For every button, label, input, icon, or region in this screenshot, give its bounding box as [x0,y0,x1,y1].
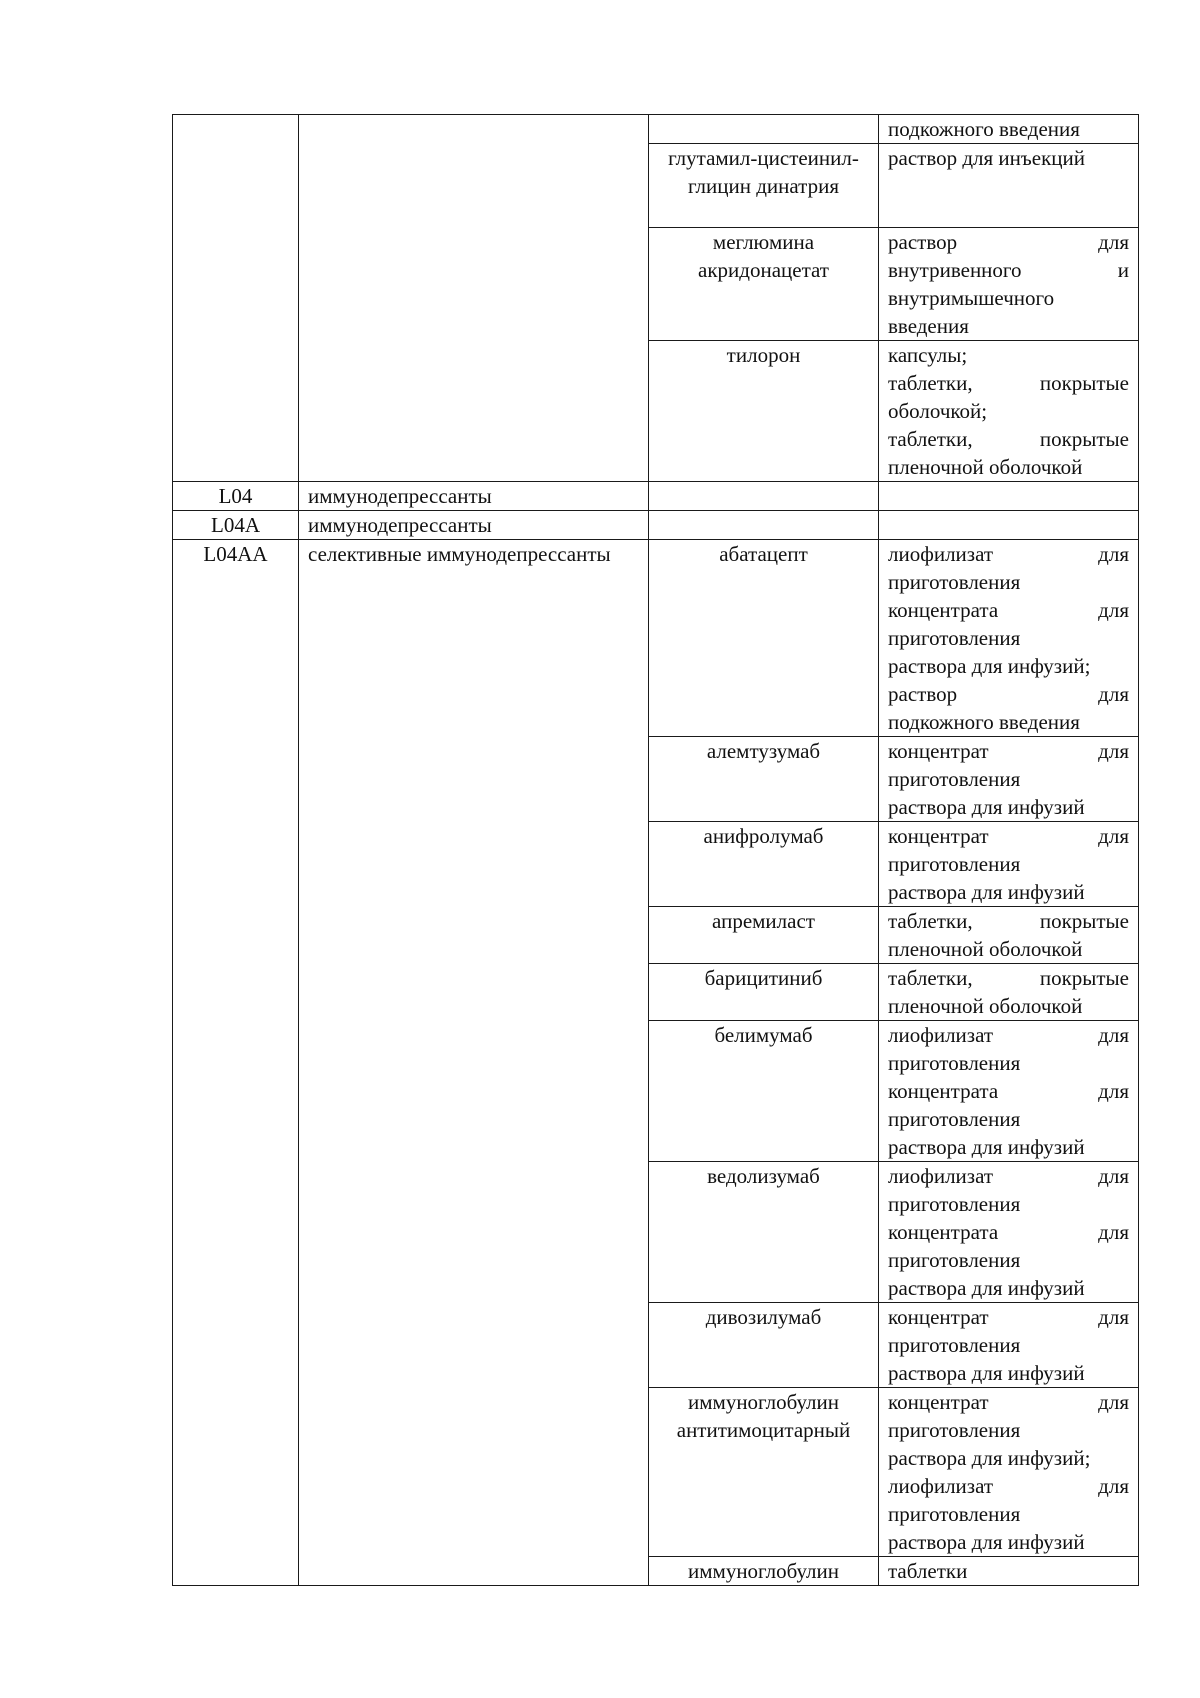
form-line: приготовления [888,852,1021,876]
drug-name-cell: иммуноглобулин [649,1557,879,1586]
drug-name-cell: тилорон [649,341,879,482]
dosage-form-cell [879,511,1139,540]
dosage-form-cell [879,1021,1139,1162]
form-line: концентрата для [888,1079,1129,1103]
form-line: лиофилизат для [888,1474,1129,1498]
form-line: таблетки, покрытые [888,966,1129,990]
dosage-form-cell [879,482,1139,511]
form-line: подкожного введения [888,117,1080,141]
table-row [173,540,1139,737]
dosage-form-cell [879,964,1139,1021]
form-line: концентрата для [888,1220,1129,1244]
drug-name-cell: анифролумаб [649,822,879,907]
form-line: раствор для [888,682,1129,706]
drug-name-cell [649,511,879,540]
form-line: капсулы; [888,343,968,367]
form-line: раствора для инфузий [888,795,1085,819]
form-line: приготовления [888,1418,1021,1442]
drug-name-cell: алемтузумаб [649,737,879,822]
form-line: приготовления [888,570,1021,594]
dosage-form-cell [879,1162,1139,1303]
form-line: пленочной оболочкой [888,994,1083,1018]
form-line: раствора для инфузий [888,1276,1085,1300]
form-line: внутривенного и [888,258,1129,282]
form-line: подкожного введения [888,710,1080,734]
form-line: лиофилизат для [888,1023,1129,1047]
dosage-form-cell [879,1303,1139,1388]
drug-name-cell: абатацепт [649,540,879,737]
form-line: раствор для инъекций [888,146,1085,170]
form-line: приготовления [888,1192,1021,1216]
form-line: концентрат для [888,824,1129,848]
group-cell [299,115,649,482]
dosage-form-cell [879,144,1139,228]
form-line: раствора для инфузий; [888,1446,1091,1470]
group-cell: иммунодепрессанты [299,482,649,511]
form-line: приготовления [888,1248,1021,1272]
form-line: таблетки [888,1559,968,1583]
form-line: раствора для инфузий [888,1135,1085,1159]
drug-table [172,114,1139,1586]
form-line: раствора для инфузий [888,1361,1085,1385]
form-line: концентрата для [888,598,1129,622]
form-line: приготовления [888,1107,1021,1131]
dosage-form-cell [879,341,1139,482]
dosage-form-cell [879,228,1139,341]
form-line: приготовления [888,1051,1021,1075]
atc-code-cell: L04A [173,511,299,540]
table-row [173,482,1139,511]
atc-code-cell: L04AA [173,540,299,1586]
form-line: таблетки, покрытые [888,909,1129,933]
form-line: лиофилизат для [888,1164,1129,1188]
drug-name-cell: апремиласт [649,907,879,964]
form-line: приготовления [888,1502,1021,1526]
dosage-form-cell [879,907,1139,964]
drug-name-cell: белимумаб [649,1021,879,1162]
drug-name-cell: барицитиниб [649,964,879,1021]
drug-name-cell: глутамил-цистеинил-глицин динатрия [649,144,879,228]
drug-name-cell [649,115,879,144]
atc-code-cell [173,115,299,482]
form-line: раствора для инфузий; [888,654,1091,678]
form-line: таблетки, покрытые [888,427,1129,451]
form-line: приготовления [888,1333,1021,1357]
group-cell: иммунодепрессанты [299,511,649,540]
dosage-form-cell [879,822,1139,907]
form-line: внутримышечного [888,286,1055,310]
dosage-form-cell [879,115,1139,144]
table-row [173,511,1139,540]
atc-code-cell: L04 [173,482,299,511]
form-line: приготовления [888,626,1021,650]
dosage-form-cell [879,1557,1139,1586]
form-line: раствора для инфузий [888,880,1085,904]
form-line: приготовления [888,767,1021,791]
drug-name-cell: дивозилумаб [649,1303,879,1388]
form-line: лиофилизат для [888,542,1129,566]
form-line: введения [888,314,969,338]
form-line: концентрат для [888,1390,1129,1414]
form-line: концентрат для [888,739,1129,763]
dosage-form-cell [879,1388,1139,1557]
form-line: концентрат для [888,1305,1129,1329]
form-line: оболочкой; [888,399,988,423]
table-row [173,115,1139,144]
form-line: таблетки, покрытые [888,371,1129,395]
form-line: раствора для инфузий [888,1530,1085,1554]
form-line: раствор для [888,230,1129,254]
drug-name-cell [649,482,879,511]
group-cell: селективные иммунодепрессанты [299,540,649,1586]
form-line: пленочной оболочкой [888,455,1083,479]
dosage-form-cell [879,737,1139,822]
drug-name-cell: меглюмина акридонацетат [649,228,879,341]
dosage-form-cell [879,540,1139,737]
drug-name-cell: иммуноглобулин антитимоцитарный [649,1388,879,1557]
form-line: пленочной оболочкой [888,937,1083,961]
drug-name-cell: ведолизумаб [649,1162,879,1303]
